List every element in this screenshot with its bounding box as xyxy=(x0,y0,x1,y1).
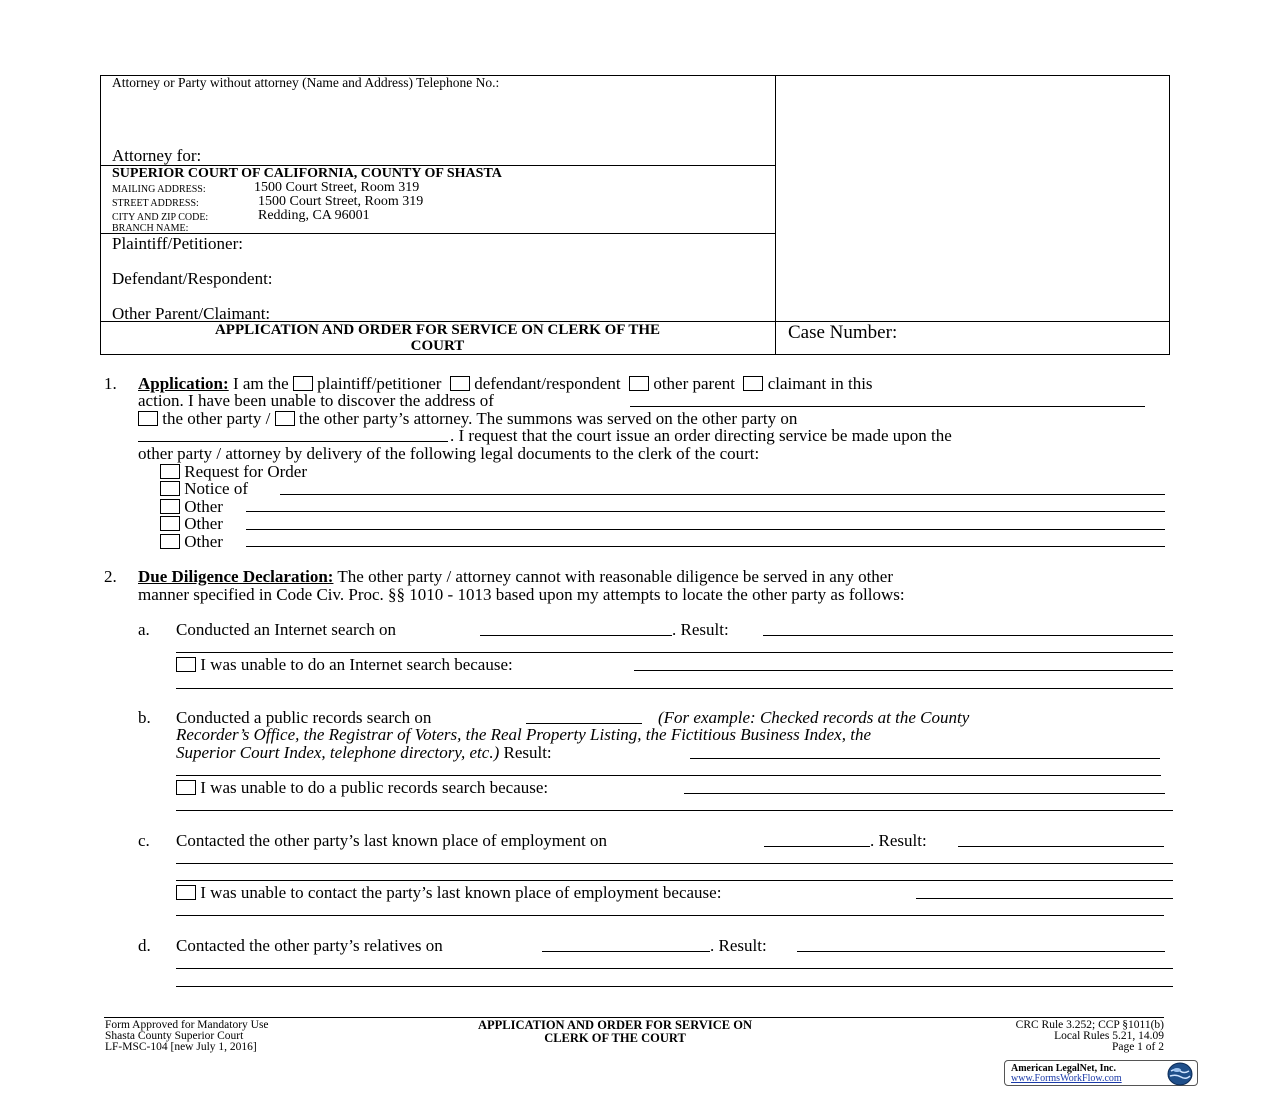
doc-other-2 xyxy=(160,514,223,534)
street-address-label: STREET ADDRESS: xyxy=(112,198,199,209)
item-b-text: Conducted a public records search on xyxy=(176,708,432,727)
internet-unable-label: I was unable to do an Internet search because: xyxy=(200,655,513,674)
notice-of-field[interactable] xyxy=(280,494,1165,495)
branch-name-label: BRANCH NAME: xyxy=(112,223,189,234)
public-records-unable-reason-line2[interactable] xyxy=(176,810,1173,811)
plaintiff-checkbox[interactable] xyxy=(293,376,313,391)
attorney-for-label: Attorney for: xyxy=(112,146,202,165)
other-2-checkbox[interactable] xyxy=(160,516,180,531)
other-party-option-label: the other party / xyxy=(162,409,271,428)
relatives-date-field[interactable] xyxy=(542,951,710,952)
item-c-unable xyxy=(176,883,721,903)
other-1-field[interactable] xyxy=(246,511,1165,512)
footer-center-1: APPLICATION AND ORDER FOR SERVICE ON xyxy=(477,1018,752,1032)
other-1-checkbox[interactable] xyxy=(160,499,180,514)
public-records-result-line2[interactable] xyxy=(176,775,1161,776)
internet-unable-reason-field[interactable] xyxy=(634,670,1173,671)
other-3-checkbox[interactable] xyxy=(160,534,180,549)
plaintiff-label: Plaintiff/Petitioner: xyxy=(112,234,243,253)
doc-other-3 xyxy=(160,532,223,552)
item-a-text: Conducted an Internet search on xyxy=(176,620,396,639)
other-parent-checkbox[interactable] xyxy=(629,376,649,391)
item-b-letter: b. xyxy=(138,708,151,727)
other-parent-option-label: other parent xyxy=(653,374,735,393)
plaintiff-option-label: plaintiff/petitioner xyxy=(317,374,442,393)
footer-right-1: CRC Rule 3.252; CCP §1011(b) xyxy=(1015,1019,1164,1031)
footer-right-3: Page 1 of 2 xyxy=(1111,1041,1164,1053)
other-2-field[interactable] xyxy=(246,529,1165,530)
section1-line2: action. I have been unable to discover the address of xyxy=(138,391,494,410)
item-c-letter: c. xyxy=(138,831,150,850)
relatives-result-line3[interactable] xyxy=(176,986,1173,987)
due-diligence-heading: Due Diligence Declaration: xyxy=(138,567,334,586)
summons-date-field[interactable] xyxy=(138,441,448,442)
internet-search-date-field[interactable] xyxy=(480,635,672,636)
item-c-text: Contacted the other party’s last known place of employment on xyxy=(176,831,608,850)
i-am-the-text: I am the xyxy=(232,374,289,393)
section2-line1 xyxy=(138,567,893,587)
item-a-unable xyxy=(176,655,513,675)
case-number-label: Case Number: xyxy=(788,322,898,343)
footer-left-1: Form Approved for Mandatory Use xyxy=(105,1019,269,1031)
court-name: SUPERIOR COURT OF CALIFORNIA, COUNTY OF SHASTA xyxy=(112,166,502,181)
other-1-label: Other xyxy=(184,497,223,516)
form-title-line2: COURT xyxy=(410,338,465,354)
doc-notice-of xyxy=(160,479,248,499)
footer-center-2: CLERK OF THE COURT xyxy=(544,1031,686,1045)
internet-search-result-line2[interactable] xyxy=(176,652,1173,653)
badge-url[interactable]: www.FormsWorkFlow.com xyxy=(1011,1073,1122,1084)
defendant-option-label: defendant/respondent xyxy=(474,374,621,393)
item-d-letter: d. xyxy=(138,936,151,955)
notice-of-checkbox[interactable] xyxy=(160,481,180,496)
item-d-text: Contacted the other party’s relatives on xyxy=(176,936,443,955)
employment-unable-reason-field[interactable] xyxy=(916,898,1173,899)
badge-company-name: American LegalNet, Inc. xyxy=(1011,1063,1116,1074)
section1-number: 1. xyxy=(104,374,117,393)
public-records-result-field[interactable] xyxy=(690,758,1160,759)
relatives-result-field[interactable] xyxy=(797,951,1165,952)
section1-line4: . I request that the court issue an order directing service be made upon the xyxy=(450,426,952,445)
mailing-address-label: MAILING ADDRESS: xyxy=(112,184,206,195)
attorney-option-label: the other party’s attorney. The summons was served on the other party on xyxy=(298,409,798,428)
item-b-example1: (For example: Checked records at the County xyxy=(658,708,970,727)
footer-right-2: Local Rules 5.21, 14.09 xyxy=(1054,1030,1164,1042)
employment-date-field[interactable] xyxy=(764,846,870,847)
item-b-result-label: Result: xyxy=(503,743,552,762)
city-zip-label: CITY AND ZIP CODE: xyxy=(112,212,209,223)
item-b-unable xyxy=(176,778,548,798)
internet-unable-reason-line2[interactable] xyxy=(176,688,1173,689)
public-records-unable-checkbox[interactable] xyxy=(176,780,196,795)
other-3-field[interactable] xyxy=(246,546,1165,547)
employment-unable-checkbox[interactable] xyxy=(176,885,196,900)
section2-number: 2. xyxy=(104,567,117,586)
notice-of-label: Notice of xyxy=(184,479,248,498)
defendant-label: Defendant/Respondent: xyxy=(112,269,273,288)
section1-line5: other party / attorney by delivery of the following legal documents to the clerk of the court: xyxy=(138,444,760,463)
globe-icon xyxy=(1165,1062,1195,1086)
mailing-address-value: 1500 Court Street, Room 319 xyxy=(254,180,420,195)
relatives-result-line2[interactable] xyxy=(176,968,1173,969)
item-b-example3-line xyxy=(176,743,552,763)
item-a-result-label: . Result: xyxy=(672,620,729,639)
item-d-result-label: . Result: xyxy=(710,936,767,955)
employment-unable-reason-line2[interactable] xyxy=(176,915,1164,916)
americanlegalnet-badge[interactable] xyxy=(1004,1060,1198,1086)
city-zip-value: Redding, CA 96001 xyxy=(258,208,370,223)
section2-line2: manner specified in Code Civ. Proc. §§ 1010 - 1013 based upon my attempts to locate the other party as follows: xyxy=(138,585,905,604)
attorney-label: Attorney or Party without attorney (Name and Address) Telephone No.: xyxy=(112,75,500,90)
other-2-label: Other xyxy=(184,514,223,533)
other-3-label: Other xyxy=(184,532,223,551)
item-b-example2: Recorder’s Office, the Registrar of Voters, the Real Property Listing, the Fictitious Business Index, the xyxy=(176,725,871,744)
request-for-order-checkbox[interactable] xyxy=(160,464,180,479)
item-b-example3: Superior Court Index, telephone directory, etc.) xyxy=(176,743,500,762)
footer-left-3: LF-MSC-104 [new July 1, 2016] xyxy=(105,1041,257,1053)
claimant-option-label: claimant in this xyxy=(767,374,873,393)
public-records-unable-label: I was unable to do a public records search because: xyxy=(200,778,549,797)
internet-search-result-field[interactable] xyxy=(763,635,1173,636)
footer-left-2: Shasta County Superior Court xyxy=(105,1030,244,1042)
other-party-name-field[interactable] xyxy=(630,406,1145,407)
other-parent-label: Other Parent/Claimant: xyxy=(112,304,271,323)
item-c-result-label: . Result: xyxy=(870,831,927,850)
employment-unable-label: I was unable to contact the party’s last known place of employment because: xyxy=(200,883,722,902)
street-address-value: 1500 Court Street, Room 319 xyxy=(258,194,424,209)
internet-unable-checkbox[interactable] xyxy=(176,657,196,672)
defendant-checkbox[interactable] xyxy=(450,376,470,391)
public-records-date-field[interactable] xyxy=(526,723,642,724)
employment-result-line2[interactable] xyxy=(176,863,1173,864)
other-party-checkbox[interactable] xyxy=(138,411,158,426)
request-for-order-label: Request for Order xyxy=(184,462,307,481)
due-diligence-intro1: The other party / attorney cannot with reasonable diligence be served in any other xyxy=(337,567,894,586)
employment-result-field[interactable] xyxy=(958,846,1164,847)
public-records-unable-reason-field[interactable] xyxy=(684,793,1165,794)
attorney-checkbox[interactable] xyxy=(275,411,295,426)
employment-result-line3[interactable] xyxy=(176,880,1173,881)
claimant-checkbox[interactable] xyxy=(743,376,763,391)
caption-vertical-divider xyxy=(775,75,776,355)
form-title-line1: APPLICATION AND ORDER FOR SERVICE ON CLERK OF THE xyxy=(214,322,661,338)
application-heading: Application: xyxy=(138,374,229,393)
item-a-letter: a. xyxy=(138,620,150,639)
